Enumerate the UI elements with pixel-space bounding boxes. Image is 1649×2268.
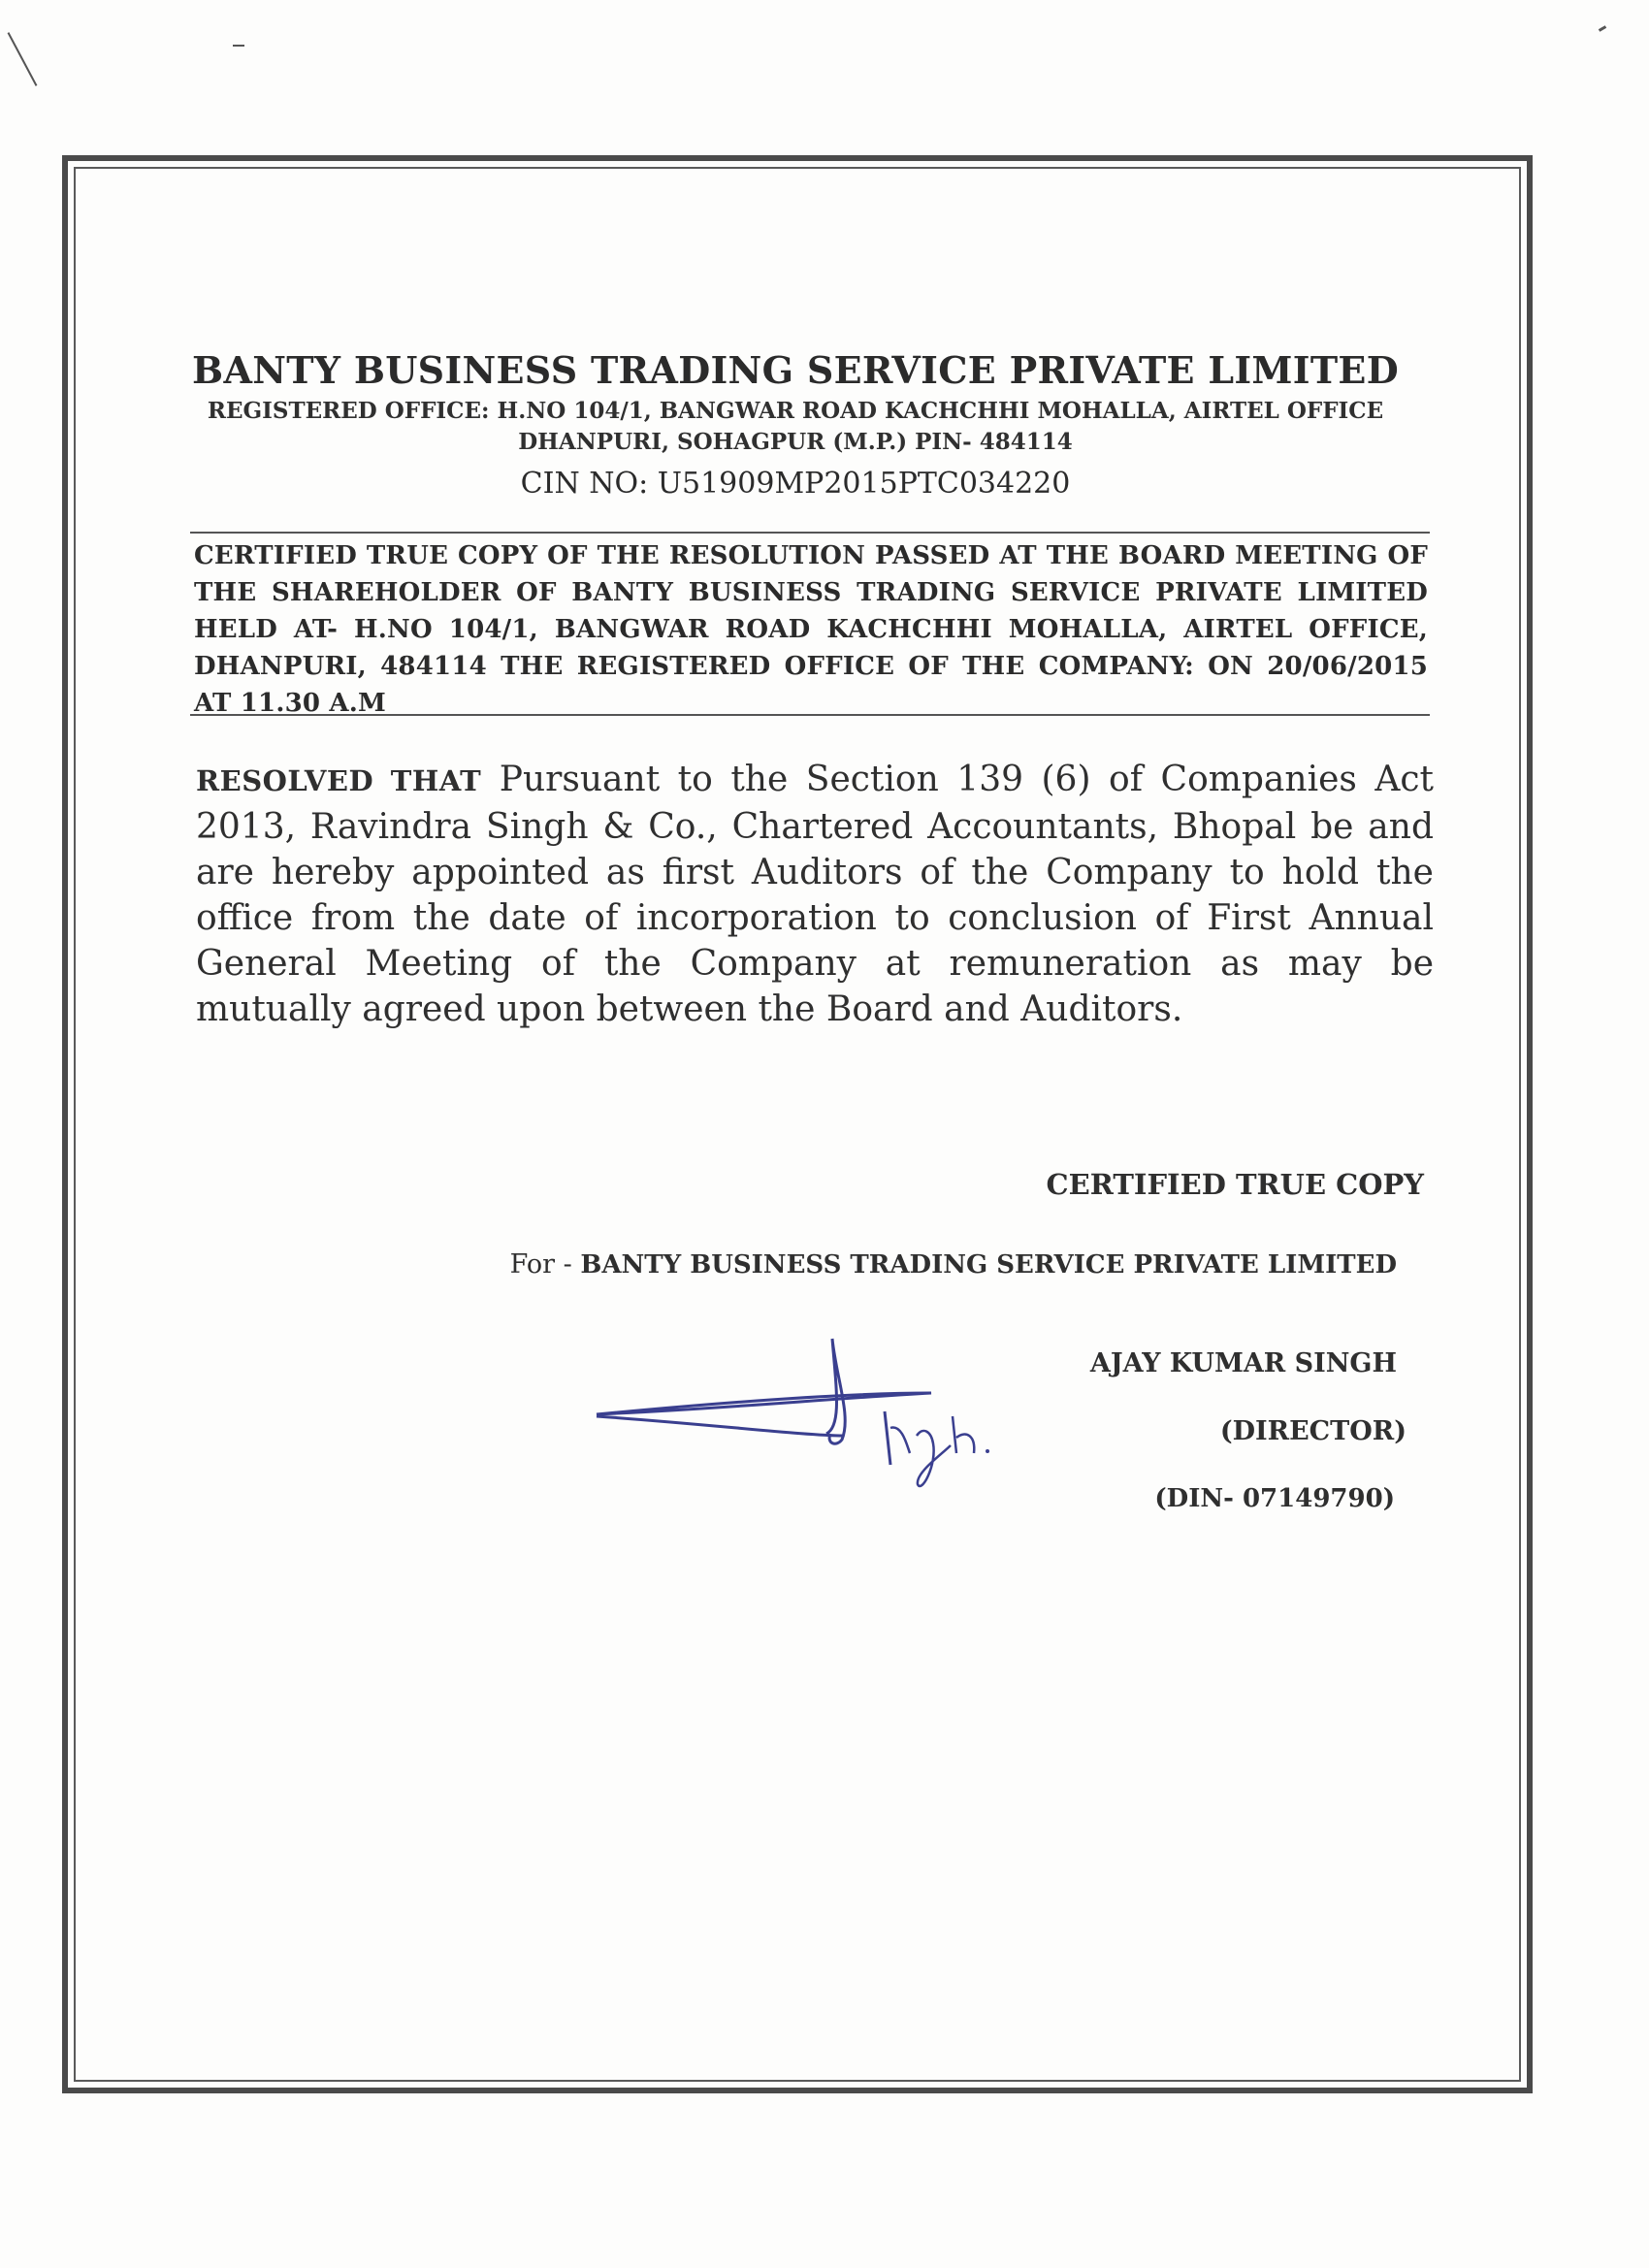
- registered-office: [165, 396, 1426, 458]
- signature-icon: [582, 1329, 1067, 1523]
- resolution-lead: RESOLVED THAT: [196, 764, 482, 797]
- resolution-heading: CERTIFIED TRUE COPY OF THE RESOLUTION PASSED AT THE BOARD MEETING OF THE SHAREHOLDER OF BANTY BUSINESS TRADING SERVICE PRIVATE LIMITED HELD AT- H.NO 104/1, BANGWAR ROAD KACHCHHI MOHALLA, AIRTEL OFFICE, DHANPURI, 484114 THE REGISTERED OFFICE OF THE COMPANY: ON 20/06/2015 AT 11.30 A.M: [194, 541, 1428, 718]
- signatory-role: (DIRECTOR): [1219, 1416, 1406, 1446]
- company-name: BANTY BUSINESS TRADING SERVICE PRIVATE LIMITED: [192, 348, 1399, 392]
- scan-mark: [233, 45, 244, 47]
- letterhead: [165, 349, 1426, 502]
- cin-number: CIN NO: U51909MP2015PTC034220: [520, 467, 1071, 501]
- heading-rule-top: [190, 532, 1430, 534]
- for-prefix: For -: [509, 1249, 581, 1280]
- signatory-din: (DIN- 07149790): [1154, 1484, 1395, 1513]
- scan-mark: [8, 32, 38, 86]
- scan-mark: [1599, 25, 1606, 32]
- registered-office-line2: DHANPURI, SOHAGPUR (M.P.) PIN- 484114: [518, 429, 1073, 455]
- resolution-body: [196, 757, 1434, 1032]
- registered-office-line1: REGISTERED OFFICE: H.NO 104/1, BANGWAR ROAD KACHCHHI MOHALLA, AIRTEL OFFICE: [207, 398, 1384, 424]
- certified-true-copy: CERTIFIED TRUE COPY: [1046, 1168, 1424, 1201]
- resolution-text: Pursuant to the Section 139 (6) of Companies Act 2013, Ravindra Singh & Co., Chartered Accountants, Bhopal be and are hereby appointed as first Auditors of the Company to hold the office from the date of incorporation to conclusion of First Annual General Meeting of the Company at remuneration as may be mutually agreed upon between the Board and Auditors.: [196, 760, 1435, 1029]
- for-company-line: [427, 1249, 1397, 1280]
- signatory-name: AJAY KUMAR SINGH: [1089, 1348, 1397, 1378]
- heading-rule-bottom: [190, 714, 1430, 716]
- for-company: BANTY BUSINESS TRADING SERVICE PRIVATE LIMITED: [580, 1250, 1397, 1280]
